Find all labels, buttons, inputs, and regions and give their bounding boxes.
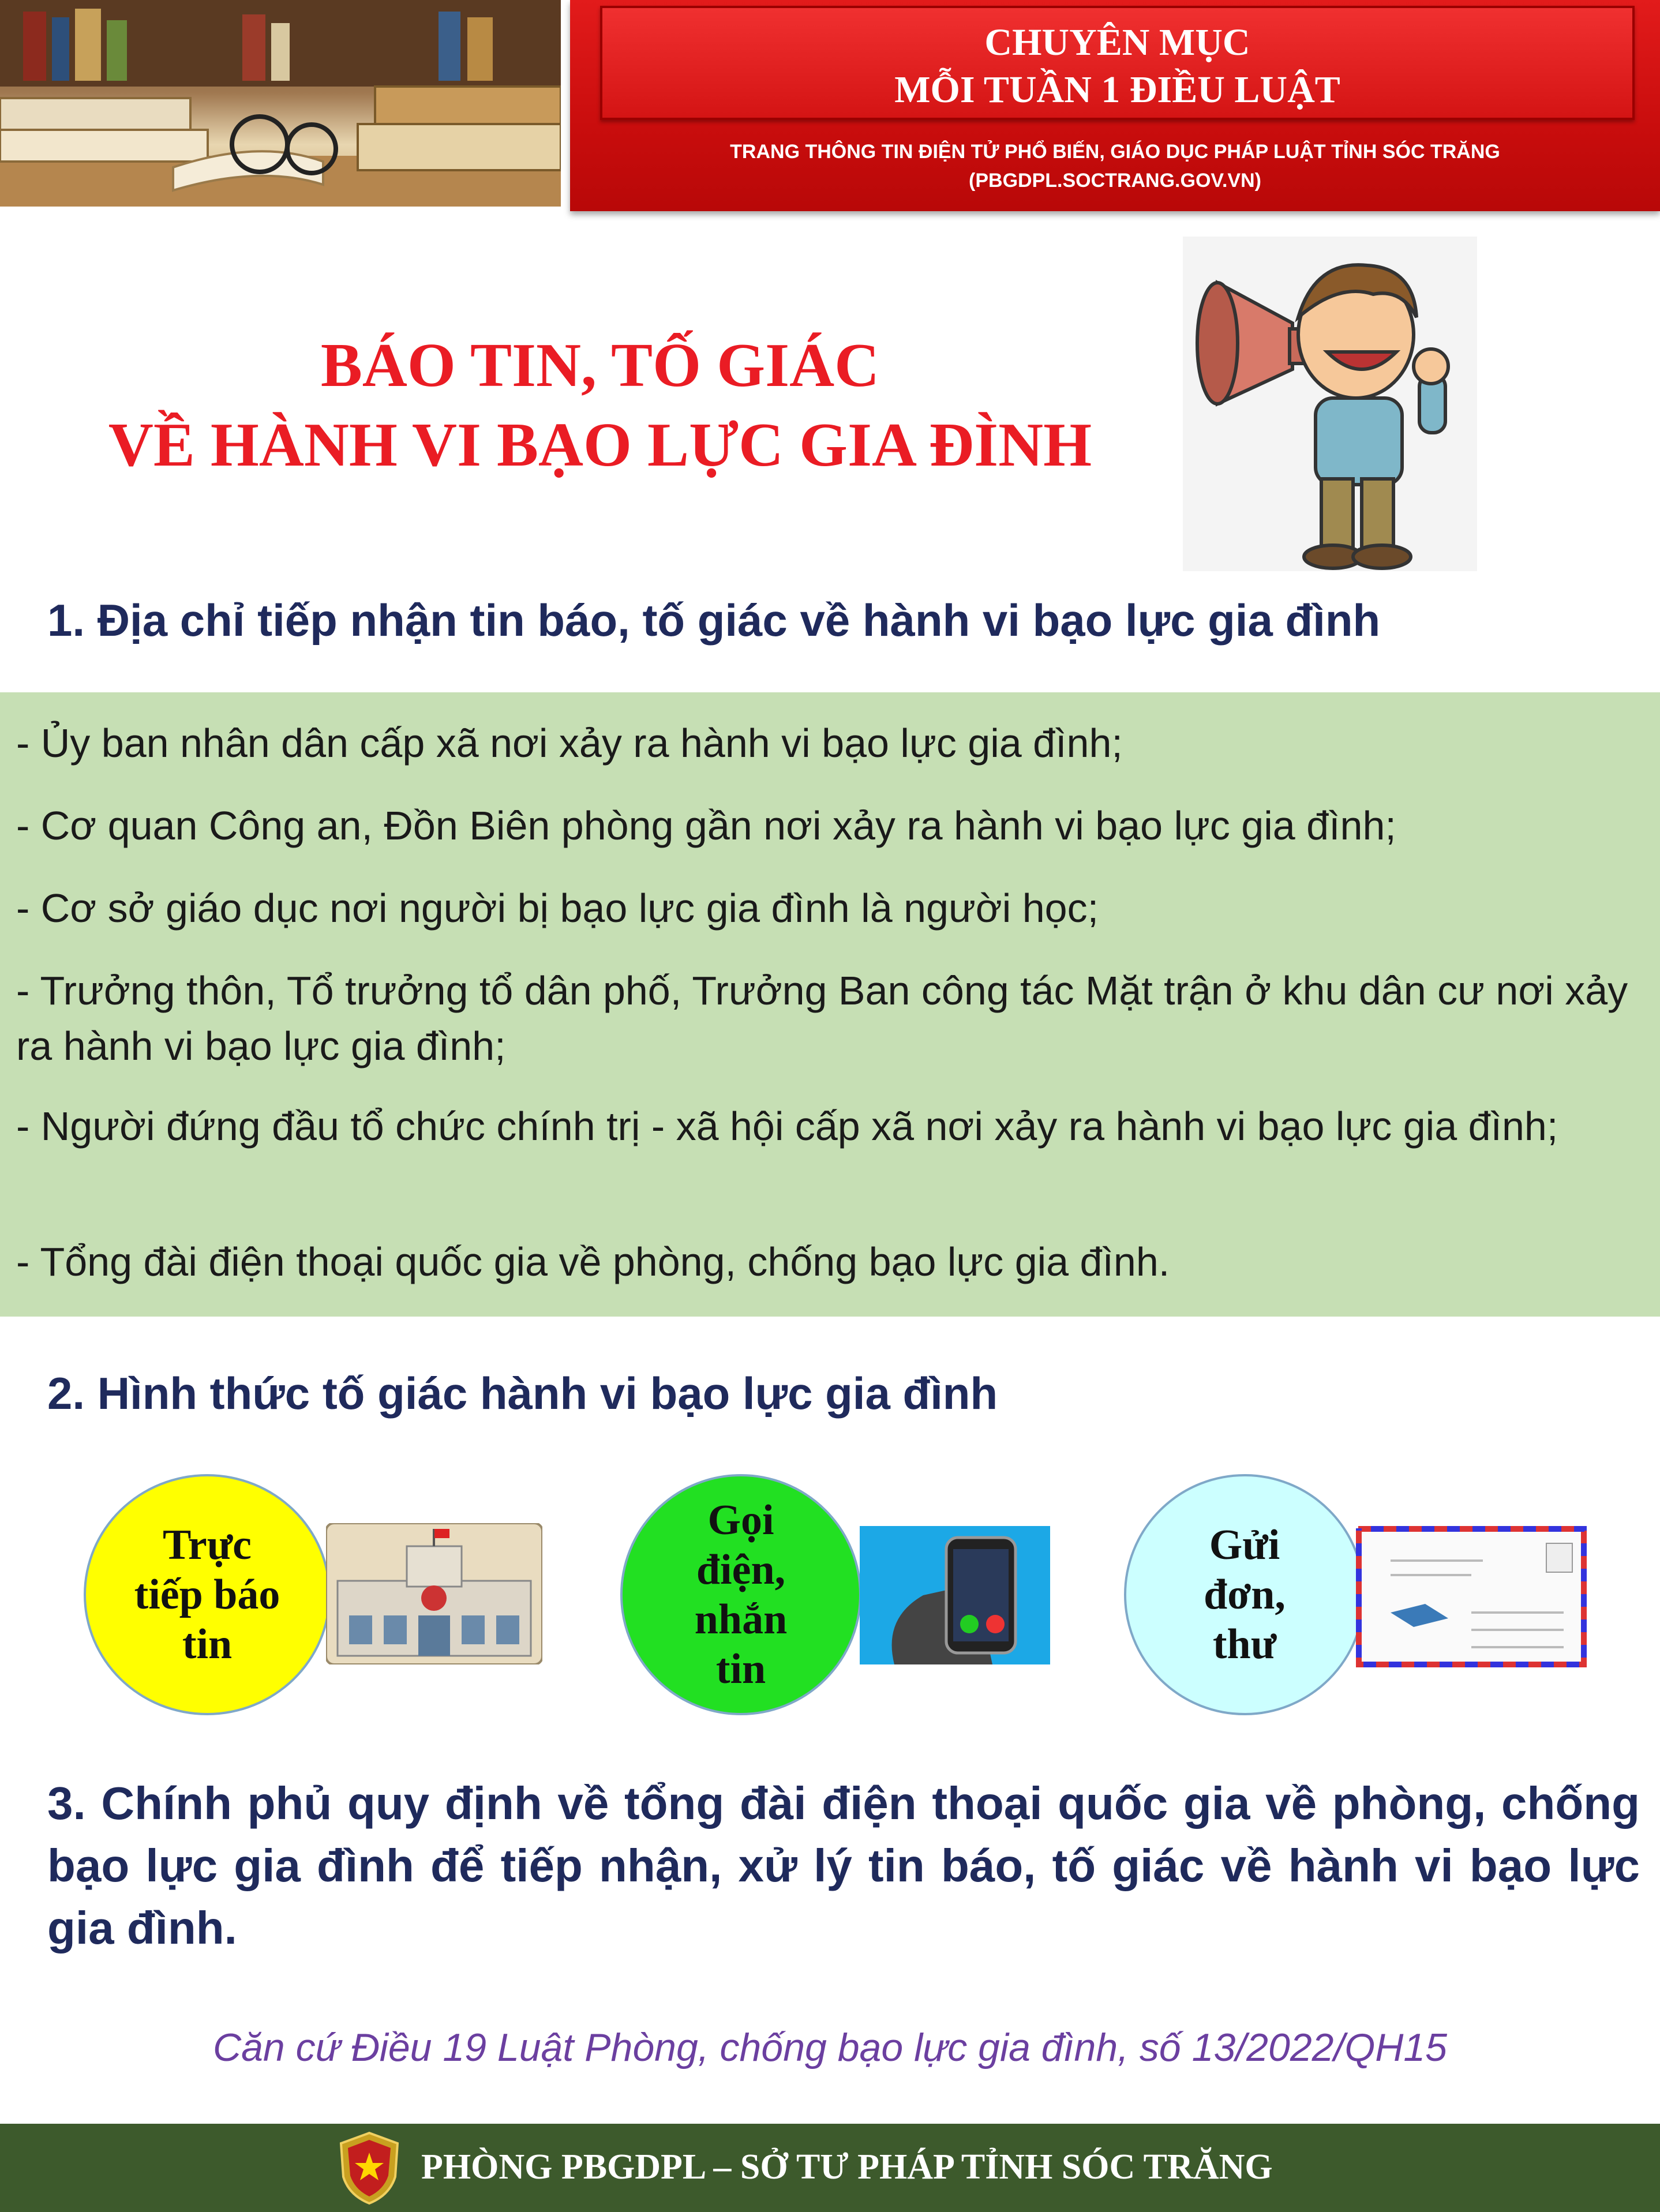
form-call-label: Gọi điện, nhắn tin xyxy=(694,1497,788,1693)
section3-paragraph: 3. Chính phủ quy định về tổng đài điện thoại quốc gia về phòng, chống bạo lực gia đình để tiếp nhận, xử lý tin báo, tố giác về hành vi bạo lực gia đình. xyxy=(47,1778,1640,1954)
justice-emblem-icon xyxy=(338,2131,401,2206)
main-title-line1: BÁO TIN, TỐ GIÁC xyxy=(320,331,880,400)
megaphone-boy-illustration xyxy=(1183,237,1477,571)
envelope-icon xyxy=(1356,1526,1587,1667)
header-title-line1: CHUYÊN MỤC xyxy=(984,21,1250,63)
form-letter-label: Gửi đơn, thư xyxy=(1204,1521,1286,1668)
books-illustration xyxy=(0,0,561,207)
header-banner xyxy=(570,0,1660,211)
list-item: - Người đứng đầu tổ chức chính trị - xã hội cấp xã nơi xảy ra hành vi bạo lực gia đình; xyxy=(16,1104,1558,1149)
section1-address-list xyxy=(0,692,1660,1317)
header-books-photo xyxy=(0,0,561,207)
header-subtitle-line1: TRANG THÔNG TIN ĐIỆN TỬ PHỔ BIẾN, GIÁO DỤC PHÁP LUẬT TỈNH SÓC TRĂNG xyxy=(730,141,1500,163)
form-call-circle xyxy=(620,1474,861,1715)
government-building-icon xyxy=(326,1523,542,1664)
legal-citation: Căn cứ Điều 19 Luật Phòng, chống bạo lực gia đình, số 13/2022/QH15 xyxy=(213,2026,1447,2069)
list-item: - Cơ quan Công an, Đồn Biên phòng gần nơi xảy ra hành vi bạo lực gia đình; xyxy=(16,803,1396,848)
form-letter-circle xyxy=(1124,1474,1365,1715)
list-item: - Tổng đài điện thoại quốc gia về phòng, chống bạo lực gia đình. xyxy=(16,1239,1170,1284)
list-item: - Trưởng thôn, Tổ trưởng tổ dân phố, Trưởng Ban công tác Mặt trận ở khu dân cư nơi xảy ra hành vi bạo lực gia đình; xyxy=(16,968,1628,1068)
section2-heading: 2. Hình thức tố giác hành vi bạo lực gia đình xyxy=(47,1368,998,1419)
header-title-line2: MỖI TUẦN 1 ĐIỀU LUẬT xyxy=(894,69,1340,111)
form-in-person-label: Trực tiếp báo tin xyxy=(134,1521,280,1668)
footer-bar xyxy=(0,2124,1660,2212)
header-subtitle-line2: (PBGDPL.SOCTRANG.GOV.VN) xyxy=(969,170,1261,192)
footer-text: PHÒNG PBGDPL – SỞ TƯ PHÁP TỈNH SÓC TRĂNG xyxy=(421,2147,1273,2187)
main-title-line2: VỀ HÀNH VI BẠO LỰC GIA ĐÌNH xyxy=(108,411,1092,479)
list-item: - Cơ sở giáo dục nơi người bị bạo lực gia đình là người học; xyxy=(16,886,1099,931)
section1-heading: 1. Địa chỉ tiếp nhận tin báo, tố giác về hành vi bạo lực gia đình xyxy=(47,595,1381,646)
header-title-frame xyxy=(600,6,1635,120)
phone-call-icon xyxy=(860,1526,1050,1664)
form-in-person-circle xyxy=(84,1474,331,1715)
list-item: - Ủy ban nhân dân cấp xã nơi xảy ra hành vi bạo lực gia đình; xyxy=(16,721,1123,766)
